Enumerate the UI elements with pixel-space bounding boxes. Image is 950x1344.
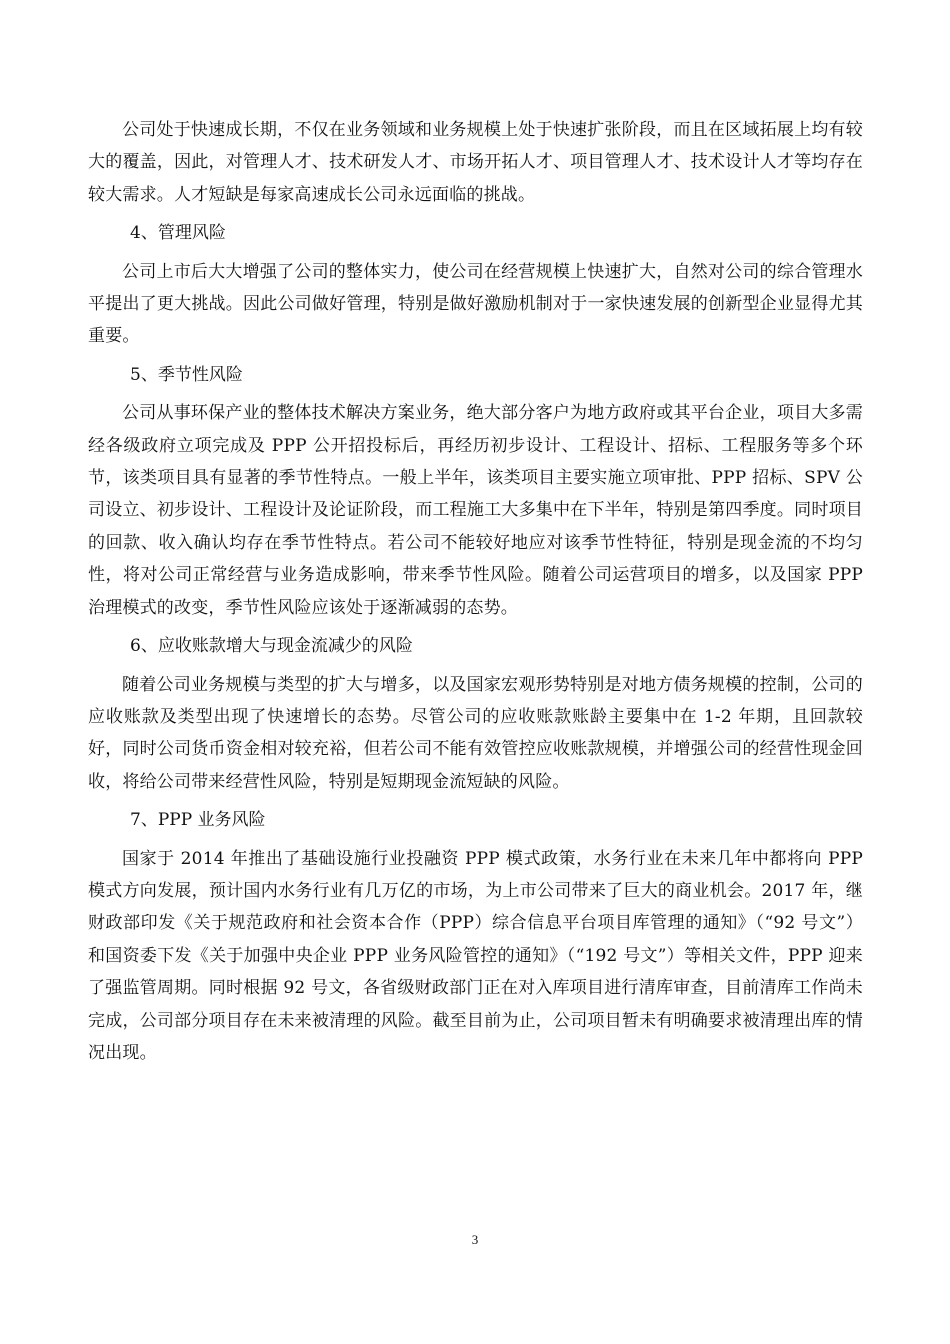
heading-receivables-risk: 6、应收账款增大与现金流减少的风险 (130, 636, 413, 657)
paragraph-ppp-risk: 国家于 2014 年推出了基础设施行业投融资 PPP 模式政策，水务行业在未来几年中都将向 PPP 模式方向发展，预计国内水务行业有几万亿的市场，为上市公司带来了巨大的商业机会。2017 年，继财政部印发《关于规范政府和社会资本合作（PPP）综合信息平台项目库管理的通知》（“92 号文”）和国资委下发《关于加强中央企业 PPP 业务风险管控的通知》（“192 号文”）等相关文件，PPP 迎来了强监管周期。同时根据 92 号文，各省级财政部门正在对入库项目进行清库审查，目前清库工作尚未完成，公司部分项目存在未来被清理的风险。截至目前为止，公司项目暂未有明确要求被清理出库的情况出现。 (88, 848, 863, 1063)
paragraph-seasonal-risk: 公司从事环保产业的整体技术解决方案业务，绝大部分客户为地方政府或其平台企业，项目大多需经各级政府立项完成及 PPP 公开招投标后，再经历初步设计、工程设计、招标、工程服务等多个环节，该类项目具有显著的季节性特点。一般上半年，该类项目主要实施立项审批、PPP 招标、SPV 公司设立、初步设计、工程设计及论证阶段，而工程施工大多集中在下半年，特别是第四季度。同时项目的回款、收入确认均存在季节性特点。若公司不能较好地应对该季节性特征，特别是现金流的不均匀性，将对公司正常经营与业务造成影响，带来季节性风险。随着公司运营项目的增多，以及国家 PPP 治理模式的改变，季节性风险应该处于逐渐减弱的态势。 (88, 403, 863, 618)
document-body (88, 114, 863, 1069)
heading-seasonal-risk: 5、季节性风险 (130, 364, 243, 385)
heading-ppp-risk: 7、PPP 业务风险 (130, 810, 266, 831)
paragraph-receivables-risk: 随着公司业务规模与类型的扩大与增多，以及国家宏观形势特别是对地方债务规模的控制，公司的应收账款及类型出现了快速增长的态势。尽管公司的应收账款账龄主要集中在 1-2 年期，且回款较好，同时公司货币资金相对较充裕，但若公司不能有效管控应收账款规模，并增强公司的经营性现金回收，将给公司带来经营性风险，特别是短期现金流短缺的风险。 (88, 674, 863, 792)
heading-management-risk: 4、管理风险 (130, 223, 226, 244)
page-number: 3 (471, 1232, 479, 1247)
paragraph-management-risk: 公司上市后大大增强了公司的整体实力，使公司在经营规模上快速扩大，自然对公司的综合管理水平提出了更大挑战。因此公司做好管理，特别是做好激励机制对于一家快速发展的创新型企业显得尤其重要。 (88, 261, 863, 347)
paragraph-talent-risk: 公司处于快速成长期，不仅在业务领域和业务规模上处于快速扩张阶段，而且在区域拓展上均有较大的覆盖，因此，对管理人才、技术研发人才、市场开拓人才、项目管理人才、技术设计人才等均存在较大需求。人才短缺是每家高速成长公司永远面临的挑战。 (88, 120, 863, 205)
